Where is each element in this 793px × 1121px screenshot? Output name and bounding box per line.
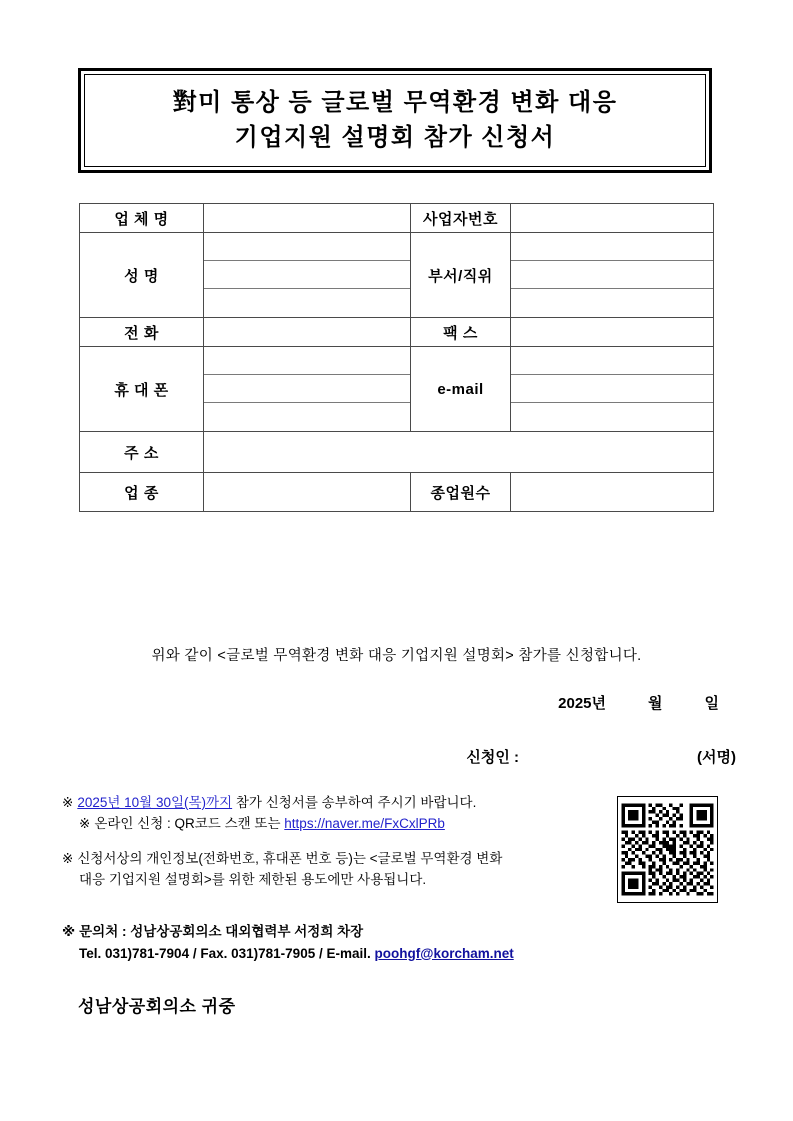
date-year: 2025년 [558, 695, 606, 712]
input-line[interactable] [204, 204, 410, 232]
input-line[interactable] [204, 318, 410, 346]
bullet-mark-icon: ※ [62, 795, 74, 810]
field-email[interactable] [511, 347, 714, 432]
contact-fax: Fax. 031)781-7905 [200, 945, 316, 961]
field-person-name[interactable] [204, 233, 411, 318]
label-fax: 팩 스 [411, 318, 511, 347]
deadline-rest: 참가 신청서를 송부하여 주시기 바랍니다. [235, 795, 477, 810]
title-box [78, 68, 712, 173]
deadline-link[interactable]: 2025년 10월 30일(목)까지 [77, 795, 233, 810]
field-phone[interactable] [204, 318, 411, 347]
input-line[interactable] [511, 289, 713, 317]
input-line[interactable] [204, 289, 410, 317]
footer-addressee: 성남상공회의소 귀중 [78, 997, 236, 1016]
label-company-name: 업 체 명 [80, 204, 204, 233]
online-prefix: 온라인 신청 : QR코드 스캔 또는 [94, 815, 281, 831]
privacy-text-1: 신청서상의 개인정보(전화번호, 휴대폰 번호 등)는 <글로벌 무역환경 변화 [77, 850, 503, 866]
input-line[interactable] [511, 318, 713, 346]
online-url-link[interactable]: https://naver.me/FxCxlPRb [284, 815, 445, 831]
field-employee-count[interactable] [511, 473, 714, 512]
bullet-mark-icon: ※ [62, 850, 74, 866]
input-line[interactable] [204, 261, 410, 289]
input-line[interactable] [204, 375, 410, 403]
input-line[interactable] [511, 204, 713, 232]
label-mobile: 휴 대 폰 [80, 347, 204, 432]
input-line[interactable] [511, 403, 713, 431]
notice-privacy-line-2 [62, 870, 607, 891]
notices-section [62, 793, 607, 905]
contact-line-1 [62, 921, 622, 943]
input-line[interactable] [204, 403, 410, 431]
notice-deadline-block [62, 793, 607, 835]
contact-separator: / [318, 945, 323, 961]
applicant-label: 신청인 : [466, 749, 520, 766]
title-box-inner [84, 74, 706, 167]
input-line[interactable] [511, 473, 713, 511]
input-line[interactable] [511, 261, 713, 289]
input-line[interactable] [511, 347, 713, 375]
label-address: 주 소 [80, 432, 204, 473]
contact-person: 문의처 : 성남상공회의소 대외협력부 서정희 차장 [79, 924, 364, 939]
privacy-text-2: 대응 기업지원 설명회>를 위한 제한된 용도에만 사용됩니다. [79, 871, 427, 887]
application-statement: 위와 같이 <글로벌 무역환경 변화 대응 기업지원 설명회> 참가를 신청합니다. [151, 648, 642, 664]
table-row-mobile [80, 347, 714, 432]
field-address[interactable] [204, 432, 714, 473]
application-form-table [79, 203, 714, 512]
label-department-position: 부서/직위 [411, 233, 511, 318]
signature-note: (서명) [697, 749, 736, 766]
table-row-industry [80, 473, 714, 512]
input-line[interactable] [204, 347, 410, 375]
field-mobile[interactable] [204, 347, 411, 432]
label-person-name: 성 명 [80, 233, 204, 318]
notice-privacy-line-1 [62, 849, 607, 870]
input-line[interactable] [204, 473, 410, 511]
field-company-name[interactable] [204, 204, 411, 233]
notice-deadline [62, 793, 607, 814]
signature-line [0, 746, 736, 767]
contact-line-2 [62, 943, 622, 965]
qr-code-image [618, 797, 717, 902]
label-phone: 전 화 [80, 318, 204, 347]
table-row-name [80, 233, 714, 318]
contact-email-label: E-mail. [326, 945, 371, 961]
table-row-company [80, 204, 714, 233]
label-employee-count: 종업원수 [411, 473, 511, 512]
bullet-mark-icon: ※ [62, 924, 76, 939]
table-row-address [80, 432, 714, 473]
input-line[interactable] [204, 233, 410, 261]
contact-separator: / [192, 945, 197, 961]
table-row-phone [80, 318, 714, 347]
qr-code[interactable] [617, 796, 718, 903]
label-industry: 업 종 [80, 473, 204, 512]
field-business-number[interactable] [511, 204, 714, 233]
bullet-mark-icon: ※ [79, 815, 91, 831]
input-line[interactable] [511, 375, 713, 403]
date-day: 일 [704, 695, 719, 712]
notice-privacy-block [62, 849, 607, 891]
contact-tel: Tel. 031)781-7904 [79, 945, 190, 961]
label-business-number: 사업자번호 [411, 204, 511, 233]
page-title-line-2: 기업지원 설명회 참가 신청서 [234, 123, 556, 151]
field-department-position[interactable] [511, 233, 714, 318]
contact-section [62, 921, 622, 964]
field-fax[interactable] [511, 318, 714, 347]
date-month: 월 [648, 695, 663, 712]
field-industry[interactable] [204, 473, 411, 512]
contact-email-link[interactable]: poohgf@korcham.net [374, 945, 514, 961]
input-line[interactable] [204, 432, 713, 472]
input-line[interactable] [511, 233, 713, 261]
notice-online [62, 814, 607, 835]
page-title-line-1: 對미 통상 등 글로벌 무역환경 변화 대응 [172, 88, 618, 116]
date-line [0, 692, 719, 713]
label-email: e-mail [411, 347, 511, 432]
